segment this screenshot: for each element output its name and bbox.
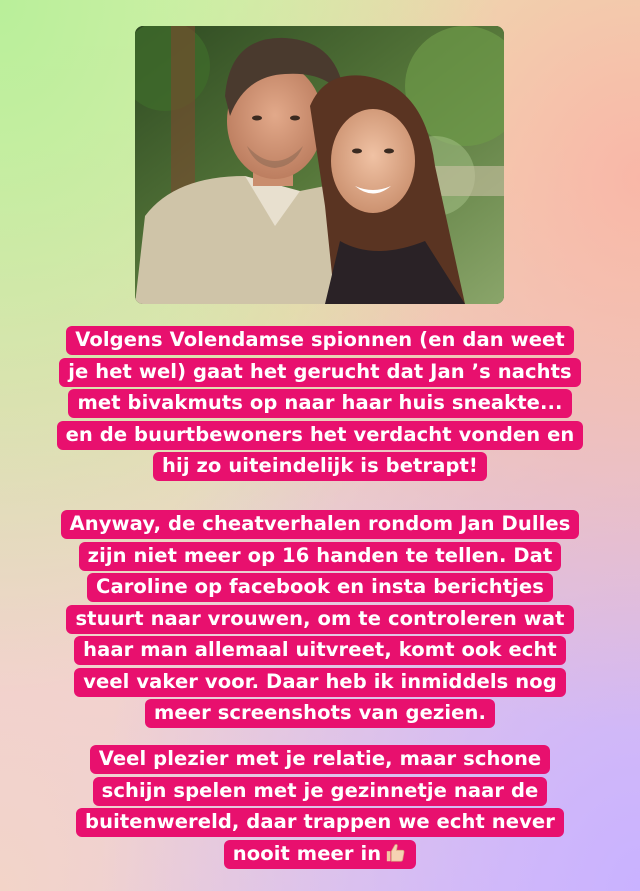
text-line: en de buurtbewoners het verdacht vonden en (57, 421, 584, 450)
text-line: hij zo uiteindelijk is betrapt! (153, 452, 487, 481)
story-photo (135, 26, 504, 304)
text-line: Caroline op facebook en insta berichtjes (87, 573, 553, 602)
text-line: je het wel) gaat het gerucht dat Jan ’s nachts (59, 358, 581, 387)
story-text-block-1 (40, 324, 600, 482)
text-line: met bivakmuts op naar haar huis sneakte... (68, 389, 571, 418)
text-line: haar man allemaal uitvreet, komt ook echt (74, 636, 566, 665)
story-text-block-2 (40, 508, 600, 729)
text-line: buitenwereld, daar trappen we echt never (76, 808, 564, 837)
text-line: zijn niet meer op 16 handen te tellen. Dat (79, 542, 562, 571)
story-text-block-3 (40, 743, 600, 869)
text-line-with-icon (224, 840, 417, 869)
text-line: nooit meer in (232, 841, 382, 865)
text-line: Volgens Volendamse spionnen (en dan weet (66, 326, 574, 355)
thumbs-up-icon (385, 842, 407, 864)
text-line: Anyway, de cheatverhalen rondom Jan Dulles (61, 510, 580, 539)
text-line: schijn spelen met je gezinnetje naar de (93, 777, 548, 806)
text-line: stuurt naar vrouwen, om te controleren wat (66, 605, 573, 634)
text-line: veel vaker voor. Daar heb ik inmiddels nog (74, 668, 566, 697)
text-line: Veel plezier met je relatie, maar schone (90, 745, 551, 774)
text-line: meer screenshots van gezien. (145, 699, 495, 728)
